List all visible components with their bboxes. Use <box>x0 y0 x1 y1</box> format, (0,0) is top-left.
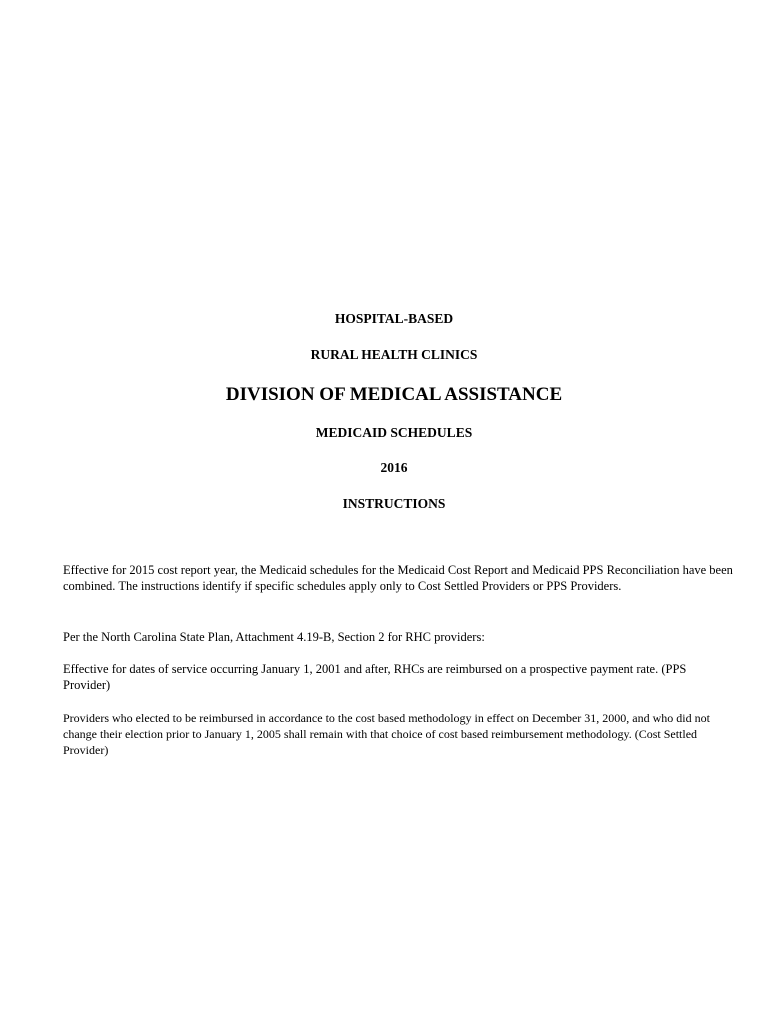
paragraph-combined-schedules: Effective for 2015 cost report year, the Medicaid schedules for the Medicaid Cost Report and Medicaid PPS Reconciliation have been combined. The instructions identify if specific schedules apply only to Cost Settled Providers or PPS Providers. <box>63 563 733 593</box>
heading-rural-health-clinics: RURAL HEALTH CLINICS <box>310 347 478 362</box>
document-title: DIVISION OF MEDICAL ASSISTANCE <box>225 384 563 405</box>
heading-year: 2016 <box>380 460 408 475</box>
heading-instructions: INSTRUCTIONS <box>342 496 446 511</box>
paragraph-state-plan: Per the North Carolina State Plan, Attachment 4.19-B, Section 2 for RHC providers: <box>63 630 485 644</box>
heading-medicaid-schedules: MEDICAID SCHEDULES <box>315 425 473 440</box>
paragraph-pps-provider: Effective for dates of service occurring January 1, 2001 and after, RHCs are reimbursed on a prospective payment rate. (PPS Provider) <box>63 662 687 692</box>
heading-hospital-based: HOSPITAL-BASED <box>334 311 454 326</box>
paragraph-cost-settled-provider: Providers who elected to be reimbursed in accordance to the cost based methodology in effect on December 31, 2000, and who did not change their election prior to January 1, 2005 shall remain with that choice of cost based reimbursement methodology. (Cost Settled Provider) <box>63 711 710 757</box>
